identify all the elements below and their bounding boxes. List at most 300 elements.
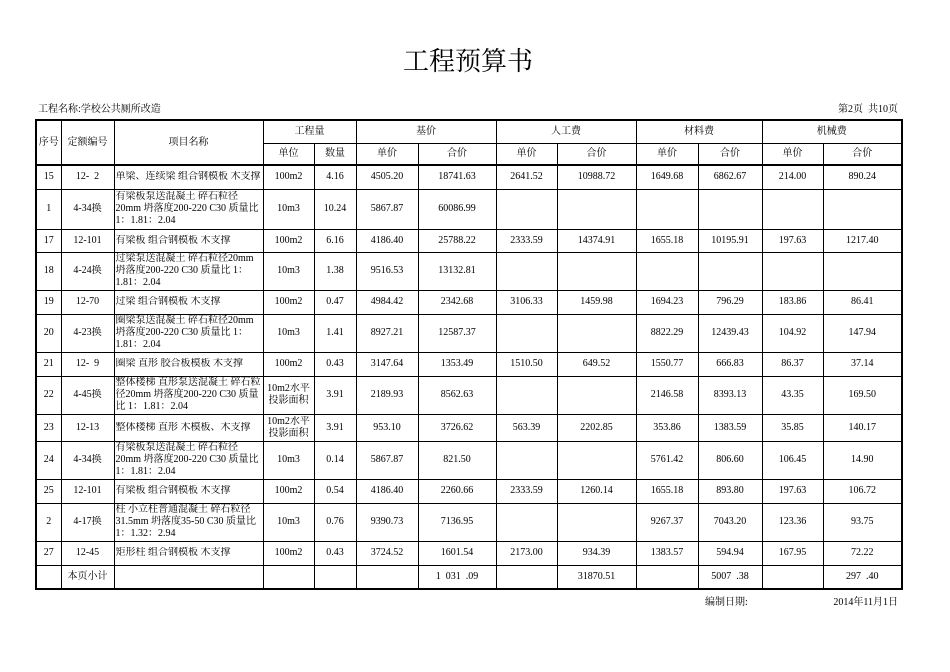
item-name-text: 圈梁 直形 胶合板模板 木支撑 — [115, 358, 243, 369]
labor-total-price-cell — [557, 165, 636, 189]
material-total-price-cell — [698, 189, 762, 229]
labor-total-price-cell — [557, 290, 636, 314]
material-unit-price-text: 1649.68 — [650, 171, 684, 183]
subtotal-machinery-total: 297 .40 — [823, 565, 902, 589]
unit-text: 10m2水平投影面积 — [267, 415, 310, 439]
labor-unit-price-cell — [496, 352, 557, 376]
labor-unit-price-cell — [496, 441, 557, 479]
quota-code-text: 4-34换 — [73, 454, 102, 465]
material-total-price-text: 594.94 — [716, 547, 744, 558]
machinery-total-price-text: 93.75 — [851, 516, 874, 527]
material-total-price-cell — [698, 352, 762, 376]
quota-code-text: 4-45换 — [73, 389, 102, 400]
quantity-header: 数量 — [314, 143, 356, 165]
machinery-unit-price-cell — [762, 290, 823, 314]
unit-cell — [263, 189, 314, 229]
base-total-price-text: 12587.37 — [438, 327, 476, 338]
base-total-price-text: 2342.68 — [440, 296, 474, 307]
quantity-cell — [314, 290, 356, 314]
seq-cell — [36, 479, 61, 503]
labor-total-price-text: 14374.91 — [577, 234, 616, 246]
machinery-total-price-cell — [823, 165, 902, 189]
base-unit-price-header: 单价 — [356, 143, 418, 165]
material-unit-price-text: 1383.57 — [650, 547, 684, 558]
labor-unit-price-text: 2641.52 — [510, 171, 543, 183]
base-unit-price-text: 953.10 — [373, 421, 401, 433]
material-unit-price-text: 8822.29 — [650, 327, 684, 338]
item-name-text: 有梁板泵送混凝土 碎石粒径20mm 坍落度200-220 C30 质量比 1：1.81：2.04 — [115, 442, 259, 477]
quota-code-cell — [61, 441, 114, 479]
subtotal-labor-unit-cell — [496, 565, 557, 589]
machinery-total-price-cell — [823, 314, 902, 352]
labor-unit-price-cell — [496, 414, 557, 441]
material-total-price-cell — [698, 165, 762, 189]
base-total-price-header: 合价 — [418, 143, 496, 165]
seq-text: 15 — [43, 171, 54, 183]
item-name-text: 单梁、连续梁 组合钢模板 木支撑 — [115, 171, 261, 183]
labor-total-price-header: 合价 — [557, 143, 636, 165]
base-unit-price-cell — [356, 229, 418, 252]
item-name-cell — [114, 290, 263, 314]
quota-code-cell — [61, 541, 114, 565]
base-total-price-text: 18741.63 — [438, 171, 476, 183]
base-unit-price-cell — [356, 252, 418, 290]
machinery-total-price-cell — [823, 376, 902, 414]
quantity-cell — [314, 229, 356, 252]
unit-header: 单位 — [263, 143, 314, 165]
unit-text: 100m2 — [274, 547, 303, 558]
machinery-total-price-text: 37.14 — [851, 358, 874, 369]
machinery-unit-price-text: 104.92 — [778, 327, 807, 338]
machinery-unit-price-cell — [762, 441, 823, 479]
machinery-total-price-text: 140.17 — [848, 421, 876, 433]
machinery-unit-price-text: 106.45 — [778, 454, 807, 465]
project-name: 工程名称:学校公共厕所改造 — [38, 104, 161, 115]
seq-text: 27 — [43, 547, 54, 558]
quota-code-cell — [61, 479, 114, 503]
labor-total-price-text: 2202.85 — [580, 421, 613, 433]
labor-total-price-cell — [557, 441, 636, 479]
base-unit-price-text: 2189.93 — [370, 389, 404, 400]
material-total-price-text: 796.29 — [716, 296, 744, 307]
machinery-unit-price-cell — [762, 376, 823, 414]
machinery-total-price-cell — [823, 252, 902, 290]
labor-unit-price-cell — [496, 252, 557, 290]
item-name-cell — [114, 414, 263, 441]
quota-code-cell — [61, 376, 114, 414]
seq-text: 1 — [46, 203, 52, 214]
machinery-unit-price-cell — [762, 541, 823, 565]
budget-row — [36, 441, 902, 479]
subtotal-material-total: 5007 .38 — [698, 565, 762, 589]
item-name-header: 项目名称 — [114, 120, 263, 165]
material-total-price-cell — [698, 441, 762, 479]
seq-text: 23 — [43, 421, 54, 433]
item-name-cell — [114, 479, 263, 503]
subtotal-base-total: 1 031 .09 — [418, 565, 496, 589]
machinery-total-price-cell — [823, 503, 902, 541]
item-name-text: 整体楼梯 直形泵送混凝土 碎石粒径20mm 坍落度200-220 C30 质量比 1：1.81：2.04 — [115, 377, 261, 412]
machinery-unit-price-cell — [762, 165, 823, 189]
quantity-cell — [314, 479, 356, 503]
seq-cell — [36, 290, 61, 314]
seq-cell — [36, 165, 61, 189]
machinery-total-price-cell — [823, 290, 902, 314]
material-unit-price-text: 1655.18 — [650, 485, 684, 496]
labor-unit-price-cell — [496, 376, 557, 414]
item-name-text: 过梁 组合钢模板 木支撑 — [115, 296, 221, 307]
seq-text: 25 — [43, 485, 54, 496]
base-unit-price-cell — [356, 414, 418, 441]
unit-text: 100m2 — [274, 485, 303, 496]
seq-cell — [36, 229, 61, 252]
base-total-price-text: 13132.81 — [438, 265, 476, 276]
unit-text: 10m3 — [277, 265, 300, 276]
material-total-price-cell — [698, 252, 762, 290]
quantity-cell — [314, 503, 356, 541]
material-unit-price-cell — [636, 479, 698, 503]
item-name-cell — [114, 352, 263, 376]
base-unit-price-text: 4186.40 — [370, 485, 404, 496]
labor-total-price-cell — [557, 252, 636, 290]
item-name-cell — [114, 165, 263, 189]
machinery-unit-price-cell — [762, 414, 823, 441]
quantity-text: 0.43 — [326, 547, 344, 558]
machinery-unit-price-cell — [762, 252, 823, 290]
subtotal-label: 本页小计 — [61, 565, 114, 589]
unit-cell — [263, 503, 314, 541]
item-name-cell — [114, 252, 263, 290]
unit-text: 100m2 — [274, 296, 303, 307]
quota-code-cell — [61, 189, 114, 229]
quota-code-text: 12- 2 — [75, 171, 100, 183]
labor-unit-price-text: 2333.59 — [510, 234, 543, 246]
seq-text: 24 — [43, 454, 54, 465]
base-total-price-cell — [418, 503, 496, 541]
quantity-text: 6.16 — [326, 234, 344, 246]
subtotal-row — [36, 565, 902, 589]
quantity-text: 0.76 — [326, 516, 344, 527]
base-total-price-cell — [418, 376, 496, 414]
machinery-unit-price-cell — [762, 314, 823, 352]
base-unit-price-cell — [356, 189, 418, 229]
seq-cell — [36, 376, 61, 414]
budget-row — [36, 414, 902, 441]
quota-code-text: 4-17换 — [73, 516, 102, 527]
material-total-price-cell — [698, 479, 762, 503]
base-unit-price-text: 9516.53 — [370, 265, 404, 276]
material-unit-price-header: 单价 — [636, 143, 698, 165]
quantity-cell — [314, 376, 356, 414]
budget-row — [36, 352, 902, 376]
base-unit-price-cell — [356, 503, 418, 541]
labor-total-price-text: 1459.98 — [580, 296, 613, 307]
quantity-cell — [314, 541, 356, 565]
labor-unit-price-text: 3106.33 — [510, 296, 543, 307]
budget-row — [36, 290, 902, 314]
material-total-price-text: 8393.13 — [713, 389, 747, 400]
quota-code-text: 4-23换 — [73, 327, 102, 338]
item-name-text: 柱 小立柱普通混凝土 碎石粒径31.5mm 坍落度35-50 C30 质量比 1：1.32：2.94 — [115, 504, 257, 539]
base-unit-price-text: 4186.40 — [370, 234, 404, 246]
quota-code-text: 4-24换 — [73, 265, 102, 276]
labor-total-price-cell — [557, 376, 636, 414]
labor-total-price-text: 649.52 — [582, 358, 611, 369]
material-unit-price-text: 1550.77 — [650, 358, 684, 369]
unit-cell — [263, 252, 314, 290]
base-price-header: 基价 — [356, 120, 496, 143]
material-unit-price-cell — [636, 541, 698, 565]
material-total-price-cell — [698, 503, 762, 541]
base-total-price-cell — [418, 252, 496, 290]
budget-row — [36, 376, 902, 414]
material-unit-price-cell — [636, 503, 698, 541]
labor-unit-price-cell — [496, 165, 557, 189]
quota-code-cell — [61, 252, 114, 290]
machinery-total-price-text: 1217.40 — [846, 234, 879, 246]
quota-code-text: 12-101 — [73, 485, 102, 496]
material-unit-price-text: 9267.37 — [650, 516, 684, 527]
quota-code-cell — [61, 290, 114, 314]
budget-row — [36, 479, 902, 503]
machinery-unit-price-text: 35.85 — [781, 421, 804, 433]
quantity-cell — [314, 189, 356, 229]
base-total-price-cell — [418, 352, 496, 376]
budget-table — [35, 119, 903, 590]
machinery-cost-header: 机械费 — [762, 120, 902, 143]
material-total-price-cell — [698, 314, 762, 352]
base-unit-price-cell — [356, 541, 418, 565]
base-total-price-cell — [418, 541, 496, 565]
unit-cell — [263, 352, 314, 376]
unit-text: 10m3 — [277, 516, 300, 527]
labor-total-price-cell — [557, 229, 636, 252]
base-total-price-cell — [418, 314, 496, 352]
machinery-total-price-cell — [823, 479, 902, 503]
base-total-price-text: 8562.63 — [440, 389, 474, 400]
machinery-unit-price-cell — [762, 229, 823, 252]
material-total-price-text: 12439.43 — [711, 327, 749, 338]
subtotal-machinery-unit-cell — [762, 565, 823, 589]
header-row-top — [36, 120, 902, 143]
base-unit-price-cell — [356, 314, 418, 352]
item-name-text: 整体楼梯 直形 木模板、木支撑 — [115, 421, 251, 433]
seq-cell — [36, 414, 61, 441]
seq-text: 18 — [43, 265, 54, 276]
machinery-unit-price-text: 123.36 — [778, 516, 807, 527]
quota-code-cell — [61, 314, 114, 352]
unit-cell — [263, 441, 314, 479]
budget-row — [36, 541, 902, 565]
machinery-total-price-text: 72.22 — [851, 547, 874, 558]
quantity-cell — [314, 414, 356, 441]
labor-total-price-cell — [557, 352, 636, 376]
quota-code-text: 4-34换 — [73, 203, 102, 214]
quantity-text: 1.38 — [326, 265, 344, 276]
labor-unit-price-cell — [496, 314, 557, 352]
subtotal-quantity-cell — [314, 565, 356, 589]
unit-cell — [263, 376, 314, 414]
labor-unit-price-text: 2333.59 — [510, 485, 543, 496]
quota-code-text: 12-70 — [75, 296, 100, 307]
base-unit-price-text: 3724.52 — [370, 547, 404, 558]
base-total-price-cell — [418, 229, 496, 252]
machinery-unit-price-text: 214.00 — [778, 171, 807, 183]
base-total-price-cell — [418, 165, 496, 189]
base-unit-price-cell — [356, 352, 418, 376]
unit-cell — [263, 165, 314, 189]
base-total-price-text: 7136.95 — [440, 516, 474, 527]
table-header — [36, 120, 902, 165]
base-unit-price-cell — [356, 376, 418, 414]
seq-text: 19 — [43, 296, 54, 307]
quota-code-text: 12-45 — [75, 547, 100, 558]
seq-text: 2 — [46, 516, 52, 527]
material-total-price-cell — [698, 414, 762, 441]
material-unit-price-text: 5761.42 — [650, 454, 684, 465]
seq-text: 20 — [43, 327, 54, 338]
item-name-cell — [114, 541, 263, 565]
item-name-text: 矩形柱 组合钢模板 木支撑 — [115, 547, 231, 558]
quantity-text: 4.16 — [326, 171, 344, 183]
material-unit-price-cell — [636, 229, 698, 252]
quota-code-header: 定额编号 — [61, 120, 114, 165]
subtotal-labor-total: 31870.51 — [557, 565, 636, 589]
base-total-price-cell — [418, 189, 496, 229]
unit-text: 10m3 — [277, 454, 300, 465]
labor-total-price-cell — [557, 414, 636, 441]
budget-row — [36, 229, 902, 252]
machinery-total-price-text: 106.72 — [848, 485, 876, 496]
material-cost-header: 材料费 — [636, 120, 762, 143]
machinery-unit-price-text: 43.35 — [781, 389, 804, 400]
material-unit-price-text: 2146.58 — [650, 389, 684, 400]
machinery-total-price-cell — [823, 229, 902, 252]
material-unit-price-cell — [636, 314, 698, 352]
item-name-cell — [114, 229, 263, 252]
seq-cell — [36, 541, 61, 565]
quantity-cell — [314, 441, 356, 479]
quantity-cell — [314, 352, 356, 376]
base-unit-price-cell — [356, 290, 418, 314]
labor-total-price-text: 10988.72 — [577, 171, 616, 183]
material-total-price-text: 666.83 — [716, 358, 744, 369]
material-unit-price-cell — [636, 165, 698, 189]
material-unit-price-cell — [636, 441, 698, 479]
base-total-price-text: 3726.62 — [440, 421, 474, 433]
seq-cell — [36, 189, 61, 229]
base-total-price-cell — [418, 479, 496, 503]
item-name-cell — [114, 314, 263, 352]
base-total-price-text: 60086.99 — [438, 203, 476, 214]
unit-text: 10m2水平投影面积 — [267, 383, 310, 406]
labor-total-price-cell — [557, 189, 636, 229]
machinery-total-price-text: 890.24 — [848, 171, 876, 183]
base-total-price-cell — [418, 441, 496, 479]
labor-total-price-cell — [557, 314, 636, 352]
material-total-price-cell — [698, 376, 762, 414]
quantity-group-header: 工程量 — [263, 120, 356, 143]
seq-text: 21 — [43, 358, 54, 369]
subtotal-unit-cell — [263, 565, 314, 589]
unit-cell — [263, 229, 314, 252]
material-unit-price-cell — [636, 252, 698, 290]
table-body — [36, 165, 902, 589]
machinery-unit-price-cell — [762, 352, 823, 376]
quantity-text: 1.41 — [326, 327, 344, 338]
item-name-text: 有梁板泵送混凝土 碎石粒径20mm 坍落度200-220 C30 质量比 1：1.81：2.04 — [115, 191, 259, 226]
item-name-cell — [114, 376, 263, 414]
base-unit-price-text: 8927.21 — [370, 327, 404, 338]
base-unit-price-cell — [356, 479, 418, 503]
labor-total-price-cell — [557, 541, 636, 565]
machinery-total-price-text: 169.50 — [848, 389, 876, 400]
machinery-total-price-cell — [823, 541, 902, 565]
unit-text: 10m3 — [277, 203, 300, 214]
base-total-price-text: 1353.49 — [440, 358, 474, 369]
labor-unit-price-text: 2173.00 — [510, 547, 543, 558]
quantity-text: 3.91 — [326, 389, 344, 400]
quantity-cell — [314, 252, 356, 290]
labor-total-price-text: 1260.14 — [580, 485, 613, 496]
machinery-total-price-cell — [823, 441, 902, 479]
quantity-cell — [314, 165, 356, 189]
material-unit-price-cell — [636, 189, 698, 229]
item-name-text: 有梁板 组合钢模板 木支撑 — [115, 485, 231, 496]
material-unit-price-text: 1655.18 — [650, 234, 684, 246]
quantity-text: 0.14 — [326, 454, 344, 465]
machinery-total-price-cell — [823, 352, 902, 376]
subtotal-material-unit-cell — [636, 565, 698, 589]
material-total-price-header: 合价 — [698, 143, 762, 165]
labor-unit-price-cell — [496, 189, 557, 229]
quota-code-cell — [61, 165, 114, 189]
base-unit-price-text: 5867.87 — [370, 454, 404, 465]
quota-code-cell — [61, 229, 114, 252]
quota-code-text: 12-13 — [75, 421, 100, 433]
material-total-price-text: 7043.20 — [713, 516, 747, 527]
machinery-total-price-cell — [823, 189, 902, 229]
machinery-unit-price-text: 197.63 — [778, 485, 807, 496]
item-name-text: 有梁板 组合钢模板 木支撑 — [115, 234, 231, 246]
base-unit-price-text: 4505.20 — [370, 171, 404, 183]
seq-text: 22 — [43, 389, 54, 400]
material-total-price-text: 806.60 — [716, 454, 744, 465]
labor-unit-price-cell — [496, 479, 557, 503]
quota-code-text: 12- 9 — [75, 358, 100, 369]
base-total-price-text: 2260.66 — [440, 485, 474, 496]
machinery-total-price-header: 合价 — [823, 143, 902, 165]
base-total-price-text: 25788.22 — [438, 234, 476, 246]
base-unit-price-cell — [356, 441, 418, 479]
labor-unit-price-text: 1510.50 — [510, 358, 543, 369]
item-name-cell — [114, 441, 263, 479]
base-unit-price-text: 5867.87 — [370, 203, 404, 214]
quantity-text: 0.43 — [326, 358, 344, 369]
item-name-text: 过梁泵送混凝土 碎石粒径20mm 坍落度200-220 C30 质量比 1：1.81：2.04 — [115, 253, 254, 288]
unit-cell — [263, 314, 314, 352]
base-unit-price-text: 9390.73 — [370, 516, 404, 527]
seq-cell — [36, 352, 61, 376]
seq-text: 17 — [43, 234, 54, 246]
unit-text: 10m3 — [277, 327, 300, 338]
budget-row — [36, 314, 902, 352]
quota-code-cell — [61, 503, 114, 541]
machinery-unit-price-header: 单价 — [762, 143, 823, 165]
item-name-cell — [114, 189, 263, 229]
budget-row — [36, 503, 902, 541]
machinery-unit-price-cell — [762, 503, 823, 541]
